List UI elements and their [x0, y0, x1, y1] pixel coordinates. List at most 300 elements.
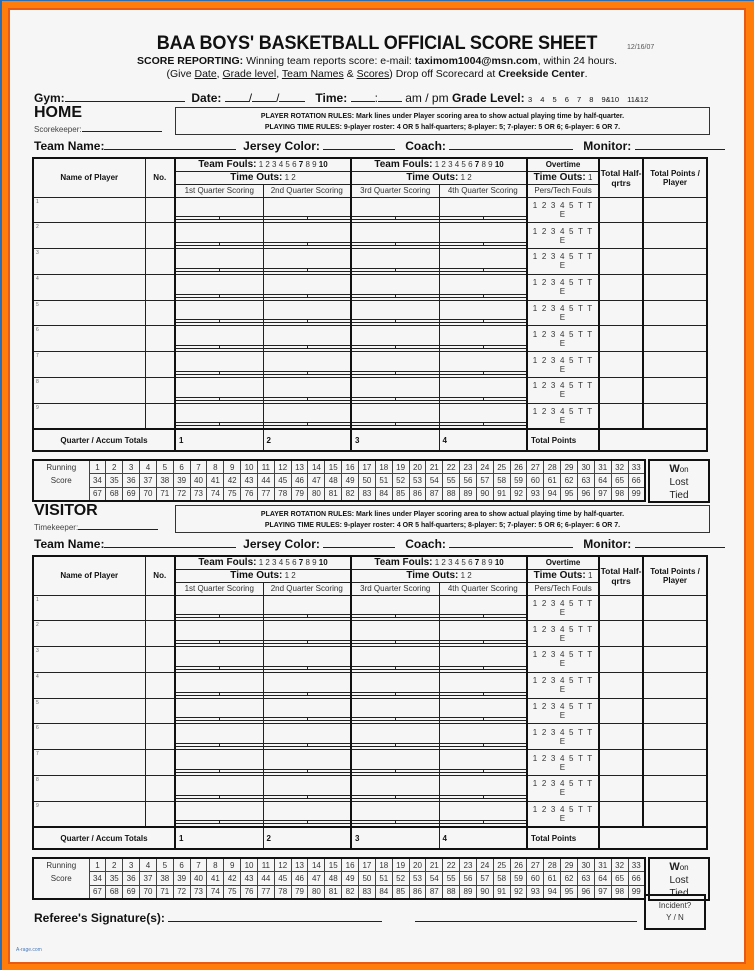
running-score-cell[interactable]: 52 [392, 872, 409, 886]
quarter-scoring-cell[interactable] [351, 326, 439, 352]
player-name-cell[interactable] [33, 672, 145, 698]
player-name-cell[interactable] [33, 352, 145, 378]
running-score-cell[interactable]: 32 [611, 858, 628, 872]
player-name-cell[interactable] [33, 698, 145, 724]
player-name-cell[interactable] [33, 724, 145, 750]
player-fouls-cell[interactable]: 1 2 3 4 5 T T E [527, 300, 599, 326]
player-half-qrtrs-cell[interactable] [599, 776, 643, 802]
player-name-cell[interactable] [33, 249, 145, 275]
running-score-cell[interactable]: 77 [257, 885, 274, 899]
quarter-scoring-cell[interactable] [351, 724, 439, 750]
quarter-scoring-cell[interactable] [175, 776, 263, 802]
running-score-cell[interactable]: 38 [156, 872, 173, 886]
quarter-scoring-cell[interactable] [351, 223, 439, 249]
running-score-cell[interactable]: 43 [241, 474, 258, 488]
player-fouls-cell[interactable]: 1 2 3 4 5 T T E [527, 724, 599, 750]
time-outs-first-half[interactable] [175, 171, 351, 184]
team-fouls-first-half[interactable] [175, 158, 351, 171]
running-score-cell[interactable]: 68 [106, 487, 123, 501]
running-score-cell[interactable]: 14 [308, 858, 325, 872]
quarter-scoring-cell[interactable] [439, 750, 527, 776]
running-score-cell[interactable]: 29 [561, 858, 578, 872]
quarter-scoring-cell[interactable] [175, 197, 263, 223]
running-score-cell[interactable]: 58 [493, 474, 510, 488]
running-score-cell[interactable]: 70 [140, 885, 157, 899]
quarter-scoring-cell[interactable] [263, 672, 351, 698]
player-total-points-cell[interactable] [643, 750, 707, 776]
home-official-field[interactable] [82, 123, 162, 132]
running-score-cell[interactable]: 59 [510, 474, 527, 488]
running-score-cell[interactable]: 63 [577, 474, 594, 488]
quarter-scoring-cell[interactable] [439, 352, 527, 378]
running-score-cell[interactable]: 54 [426, 474, 443, 488]
running-score-cell[interactable]: 22 [443, 858, 460, 872]
running-score-cell[interactable]: 28 [544, 460, 561, 474]
player-number-cell[interactable] [145, 621, 175, 647]
running-score-cell[interactable]: 35 [106, 872, 123, 886]
running-score-cell[interactable]: 24 [476, 460, 493, 474]
running-score-cell[interactable]: 92 [510, 885, 527, 899]
running-score-cell[interactable]: 55 [443, 872, 460, 886]
quarter-scoring-cell[interactable] [351, 403, 439, 429]
player-fouls-cell[interactable]: 1 2 3 4 5 T T E [527, 647, 599, 673]
player-half-qrtrs-cell[interactable] [599, 274, 643, 300]
quarter-scoring-cell[interactable] [351, 801, 439, 827]
running-score-cell[interactable]: 4 [140, 858, 157, 872]
player-number-cell[interactable] [145, 352, 175, 378]
quarter-scoring-cell[interactable] [263, 647, 351, 673]
running-score-cell[interactable]: 13 [291, 858, 308, 872]
running-score-cell[interactable]: 72 [173, 487, 190, 501]
running-score-cell[interactable]: 64 [594, 872, 611, 886]
running-score-cell[interactable]: 61 [544, 474, 561, 488]
running-score-cell[interactable]: 2 [106, 858, 123, 872]
player-half-qrtrs-cell[interactable] [599, 672, 643, 698]
date-day-field[interactable] [252, 91, 276, 102]
player-total-points-cell[interactable] [643, 801, 707, 827]
running-score-cell[interactable]: 27 [527, 858, 544, 872]
running-score-cell[interactable]: 87 [426, 885, 443, 899]
player-half-qrtrs-cell[interactable] [599, 223, 643, 249]
quarter-scoring-cell[interactable] [175, 647, 263, 673]
running-score-cell[interactable]: 14 [308, 460, 325, 474]
running-score-cell[interactable]: 65 [611, 872, 628, 886]
running-score-cell[interactable]: 67 [89, 487, 106, 501]
quarter-scoring-cell[interactable] [351, 197, 439, 223]
quarter-scoring-cell[interactable] [175, 801, 263, 827]
lost-option[interactable] [650, 874, 708, 887]
running-score-cell[interactable]: 11 [257, 858, 274, 872]
quarter-scoring-cell[interactable] [263, 621, 351, 647]
running-score-cell[interactable]: 9 [224, 460, 241, 474]
visitor-jersey-color-field[interactable] [323, 537, 395, 548]
running-score-cell[interactable]: 25 [493, 858, 510, 872]
quarter-scoring-cell[interactable] [439, 197, 527, 223]
running-score-cell[interactable]: 41 [207, 872, 224, 886]
running-score-cell[interactable]: 88 [443, 487, 460, 501]
running-score-cell[interactable]: 5 [156, 858, 173, 872]
running-score-cell[interactable]: 76 [241, 885, 258, 899]
running-score-cell[interactable]: 94 [544, 487, 561, 501]
player-total-points-cell[interactable] [643, 621, 707, 647]
quarter-scoring-cell[interactable] [351, 274, 439, 300]
running-score-cell[interactable]: 80 [308, 487, 325, 501]
player-total-points-cell[interactable] [643, 274, 707, 300]
quarter-scoring-cell[interactable] [351, 750, 439, 776]
running-score-cell[interactable]: 26 [510, 460, 527, 474]
quarter-scoring-cell[interactable] [439, 326, 527, 352]
running-score-cell[interactable]: 91 [493, 487, 510, 501]
running-score-cell[interactable]: 87 [426, 487, 443, 501]
referee-signature-field-1[interactable] [168, 911, 382, 922]
running-score-cell[interactable]: 74 [207, 885, 224, 899]
running-score-cell[interactable]: 78 [274, 487, 291, 501]
running-score-cell[interactable]: 19 [392, 858, 409, 872]
quarter-scoring-cell[interactable] [351, 300, 439, 326]
running-score-cell[interactable]: 60 [527, 474, 544, 488]
quarter-scoring-cell[interactable] [439, 403, 527, 429]
player-number-cell[interactable] [145, 595, 175, 621]
gym-field[interactable] [65, 91, 185, 102]
player-total-points-cell[interactable] [643, 647, 707, 673]
quarter-scoring-cell[interactable] [351, 698, 439, 724]
running-score-cell[interactable]: 27 [527, 460, 544, 474]
won-option[interactable] [650, 861, 708, 874]
player-number-cell[interactable] [145, 274, 175, 300]
running-score-cell[interactable]: 34 [89, 474, 106, 488]
lost-option[interactable] [650, 476, 708, 489]
player-half-qrtrs-cell[interactable] [599, 326, 643, 352]
running-score-cell[interactable]: 96 [577, 487, 594, 501]
running-score-cell[interactable]: 91 [493, 885, 510, 899]
running-score-cell[interactable]: 63 [577, 872, 594, 886]
running-score-cell[interactable]: 47 [308, 474, 325, 488]
home-jersey-color-field[interactable] [323, 139, 395, 150]
date-year-field[interactable] [279, 91, 305, 102]
running-score-cell[interactable]: 80 [308, 885, 325, 899]
running-score-cell[interactable]: 42 [224, 474, 241, 488]
player-name-cell[interactable] [33, 801, 145, 827]
running-score-cell[interactable]: 56 [460, 474, 477, 488]
quarter-scoring-cell[interactable] [439, 724, 527, 750]
player-half-qrtrs-cell[interactable] [599, 249, 643, 275]
quarter-scoring-cell[interactable] [439, 672, 527, 698]
quarter-scoring-cell[interactable] [175, 595, 263, 621]
running-score-cell[interactable]: 97 [594, 487, 611, 501]
running-score-cell[interactable]: 18 [375, 460, 392, 474]
player-fouls-cell[interactable]: 1 2 3 4 5 T T E [527, 776, 599, 802]
running-score-cell[interactable]: 62 [561, 474, 578, 488]
running-score-cell[interactable]: 36 [123, 872, 140, 886]
player-total-points-cell[interactable] [643, 595, 707, 621]
running-score-cell[interactable]: 85 [392, 487, 409, 501]
running-score-cell[interactable]: 15 [325, 460, 342, 474]
player-number-cell[interactable] [145, 647, 175, 673]
running-score-cell[interactable]: 30 [577, 858, 594, 872]
quarter-scoring-cell[interactable] [175, 223, 263, 249]
running-score-cell[interactable]: 75 [224, 487, 241, 501]
player-half-qrtrs-cell[interactable] [599, 621, 643, 647]
running-score-cell[interactable]: 89 [460, 885, 477, 899]
running-score-cell[interactable]: 21 [426, 460, 443, 474]
quarter-scoring-cell[interactable] [263, 595, 351, 621]
player-name-cell[interactable] [33, 621, 145, 647]
running-score-cell[interactable]: 50 [359, 872, 376, 886]
running-score-cell[interactable]: 39 [173, 872, 190, 886]
player-half-qrtrs-cell[interactable] [599, 595, 643, 621]
quarter-scoring-cell[interactable] [263, 698, 351, 724]
player-number-cell[interactable] [145, 776, 175, 802]
quarter-scoring-cell[interactable] [175, 378, 263, 404]
time-outs-first-half[interactable] [175, 569, 351, 582]
running-score-cell[interactable]: 51 [375, 872, 392, 886]
running-score-cell[interactable]: 40 [190, 872, 207, 886]
running-score-cell[interactable]: 7 [190, 858, 207, 872]
running-score-cell[interactable]: 79 [291, 487, 308, 501]
running-score-cell[interactable]: 34 [89, 872, 106, 886]
running-score-cell[interactable]: 4 [140, 460, 157, 474]
running-score-cell[interactable]: 10 [241, 460, 258, 474]
running-score-cell[interactable]: 82 [342, 885, 359, 899]
player-total-points-cell[interactable] [643, 326, 707, 352]
player-fouls-cell[interactable]: 1 2 3 4 5 T T E [527, 750, 599, 776]
running-score-cell[interactable]: 90 [476, 487, 493, 501]
running-score-cell[interactable]: 33 [628, 460, 645, 474]
quarter-scoring-cell[interactable] [351, 352, 439, 378]
quarter-scoring-cell[interactable] [263, 776, 351, 802]
player-fouls-cell[interactable]: 1 2 3 4 5 T T E [527, 223, 599, 249]
player-fouls-cell[interactable]: 1 2 3 4 5 T T E [527, 274, 599, 300]
quarter-scoring-cell[interactable] [351, 378, 439, 404]
running-score-cell[interactable]: 71 [156, 487, 173, 501]
player-total-points-cell[interactable] [643, 672, 707, 698]
player-total-points-cell[interactable] [643, 352, 707, 378]
running-score-cell[interactable]: 41 [207, 474, 224, 488]
player-number-cell[interactable] [145, 724, 175, 750]
running-score-cell[interactable]: 71 [156, 885, 173, 899]
player-fouls-cell[interactable]: 1 2 3 4 5 T T E [527, 249, 599, 275]
team-total-points-cell[interactable] [599, 827, 707, 849]
running-score-cell[interactable]: 55 [443, 474, 460, 488]
grade-level-options[interactable]: 3 4 5 6 7 8 9&10 11&12 [527, 95, 649, 104]
running-score-cell[interactable]: 86 [409, 487, 426, 501]
running-score-cell[interactable]: 6 [173, 460, 190, 474]
running-score-cell[interactable]: 59 [510, 872, 527, 886]
quarter-scoring-cell[interactable] [175, 621, 263, 647]
player-name-cell[interactable] [33, 403, 145, 429]
player-half-qrtrs-cell[interactable] [599, 378, 643, 404]
player-number-cell[interactable] [145, 801, 175, 827]
quarter-scoring-cell[interactable] [439, 274, 527, 300]
running-score-cell[interactable]: 19 [392, 460, 409, 474]
running-score-cell[interactable]: 3 [123, 460, 140, 474]
running-score-cell[interactable]: 44 [257, 474, 274, 488]
quarter-scoring-cell[interactable] [263, 750, 351, 776]
running-score-cell[interactable]: 53 [409, 872, 426, 886]
running-score-cell[interactable]: 98 [611, 487, 628, 501]
player-total-points-cell[interactable] [643, 378, 707, 404]
running-score-cell[interactable]: 89 [460, 487, 477, 501]
date-month-field[interactable] [225, 91, 249, 102]
quarter-scoring-cell[interactable] [439, 621, 527, 647]
player-fouls-cell[interactable]: 1 2 3 4 5 T T E [527, 698, 599, 724]
player-fouls-cell[interactable]: 1 2 3 4 5 T T E [527, 378, 599, 404]
running-score-cell[interactable]: 1 [89, 858, 106, 872]
player-total-points-cell[interactable] [643, 698, 707, 724]
running-score-cell[interactable]: 94 [544, 885, 561, 899]
player-fouls-cell[interactable]: 1 2 3 4 5 T T E [527, 326, 599, 352]
running-score-cell[interactable]: 93 [527, 487, 544, 501]
player-name-cell[interactable] [33, 197, 145, 223]
player-total-points-cell[interactable] [643, 403, 707, 429]
running-score-cell[interactable]: 99 [628, 885, 645, 899]
player-name-cell[interactable] [33, 378, 145, 404]
player-number-cell[interactable] [145, 378, 175, 404]
player-fouls-cell[interactable]: 1 2 3 4 5 T T E [527, 801, 599, 827]
quarter-scoring-cell[interactable] [175, 274, 263, 300]
player-total-points-cell[interactable] [643, 776, 707, 802]
player-half-qrtrs-cell[interactable] [599, 352, 643, 378]
running-score-cell[interactable]: 6 [173, 858, 190, 872]
running-score-cell[interactable]: 12 [274, 460, 291, 474]
overtime-time-outs[interactable] [527, 569, 599, 582]
report-email[interactable]: taximom1004@msn.com [414, 55, 538, 67]
running-score-cell[interactable]: 66 [628, 474, 645, 488]
running-score-cell[interactable]: 93 [527, 885, 544, 899]
team-total-points-cell[interactable] [599, 429, 707, 451]
running-score-cell[interactable]: 3 [123, 858, 140, 872]
referee-signature-field-2[interactable] [415, 911, 637, 922]
quarter-scoring-cell[interactable] [263, 403, 351, 429]
quarter-scoring-cell[interactable] [263, 378, 351, 404]
player-fouls-cell[interactable]: 1 2 3 4 5 T T E [527, 197, 599, 223]
q2-total-cell[interactable]: 2 [263, 429, 351, 451]
running-score-cell[interactable]: 8 [207, 858, 224, 872]
player-name-cell[interactable] [33, 326, 145, 352]
running-score-cell[interactable]: 28 [544, 858, 561, 872]
running-score-cell[interactable]: 49 [342, 872, 359, 886]
quarter-scoring-cell[interactable] [439, 801, 527, 827]
running-score-cell[interactable]: 46 [291, 872, 308, 886]
q4-total-cell[interactable]: 4 [439, 827, 527, 849]
player-half-qrtrs-cell[interactable] [599, 647, 643, 673]
player-half-qrtrs-cell[interactable] [599, 801, 643, 827]
player-half-qrtrs-cell[interactable] [599, 300, 643, 326]
team-fouls-second-half[interactable] [351, 556, 527, 569]
time-outs-second-half[interactable] [351, 569, 527, 582]
quarter-scoring-cell[interactable] [439, 378, 527, 404]
quarter-scoring-cell[interactable] [175, 249, 263, 275]
player-number-cell[interactable] [145, 672, 175, 698]
running-score-cell[interactable]: 74 [207, 487, 224, 501]
player-half-qrtrs-cell[interactable] [599, 698, 643, 724]
player-name-cell[interactable] [33, 223, 145, 249]
running-score-cell[interactable]: 97 [594, 885, 611, 899]
running-score-cell[interactable]: 21 [426, 858, 443, 872]
running-score-cell[interactable]: 50 [359, 474, 376, 488]
player-fouls-cell[interactable]: 1 2 3 4 5 T T E [527, 672, 599, 698]
player-half-qrtrs-cell[interactable] [599, 750, 643, 776]
running-score-cell[interactable]: 92 [510, 487, 527, 501]
quarter-scoring-cell[interactable] [263, 197, 351, 223]
home-monitor-field[interactable] [635, 139, 725, 150]
player-half-qrtrs-cell[interactable] [599, 724, 643, 750]
running-score-cell[interactable]: 53 [409, 474, 426, 488]
running-score-cell[interactable]: 38 [156, 474, 173, 488]
quarter-scoring-cell[interactable] [439, 223, 527, 249]
running-score-cell[interactable]: 66 [628, 872, 645, 886]
incident-yes-no[interactable]: Y / N [666, 913, 684, 922]
running-score-cell[interactable]: 23 [460, 460, 477, 474]
quarter-scoring-cell[interactable] [439, 595, 527, 621]
won-option[interactable] [650, 463, 708, 476]
quarter-scoring-cell[interactable] [351, 249, 439, 275]
running-score-cell[interactable]: 9 [224, 858, 241, 872]
running-score-cell[interactable]: 68 [106, 885, 123, 899]
player-name-cell[interactable] [33, 300, 145, 326]
q3-total-cell[interactable]: 3 [351, 429, 439, 451]
team-fouls-first-half[interactable] [175, 556, 351, 569]
running-score-cell[interactable]: 84 [375, 885, 392, 899]
running-score-cell[interactable]: 18 [375, 858, 392, 872]
quarter-scoring-cell[interactable] [263, 300, 351, 326]
running-score-cell[interactable]: 57 [476, 474, 493, 488]
running-score-cell[interactable]: 17 [359, 460, 376, 474]
running-score-cell[interactable]: 54 [426, 872, 443, 886]
quarter-scoring-cell[interactable] [263, 801, 351, 827]
running-score-cell[interactable]: 90 [476, 885, 493, 899]
running-score-cell[interactable]: 99 [628, 487, 645, 501]
quarter-scoring-cell[interactable] [263, 724, 351, 750]
running-score-cell[interactable]: 48 [325, 872, 342, 886]
player-half-qrtrs-cell[interactable] [599, 197, 643, 223]
player-fouls-cell[interactable]: 1 2 3 4 5 T T E [527, 352, 599, 378]
player-fouls-cell[interactable]: 1 2 3 4 5 T T E [527, 621, 599, 647]
visitor-monitor-field[interactable] [635, 537, 725, 548]
running-score-cell[interactable]: 73 [190, 885, 207, 899]
running-score-cell[interactable]: 77 [257, 487, 274, 501]
running-score-cell[interactable]: 36 [123, 474, 140, 488]
q3-total-cell[interactable]: 3 [351, 827, 439, 849]
running-score-cell[interactable]: 47 [308, 872, 325, 886]
quarter-scoring-cell[interactable] [175, 326, 263, 352]
player-total-points-cell[interactable] [643, 724, 707, 750]
running-score-cell[interactable]: 81 [325, 487, 342, 501]
running-score-cell[interactable]: 72 [173, 885, 190, 899]
running-score-cell[interactable]: 45 [274, 872, 291, 886]
running-score-cell[interactable]: 57 [476, 872, 493, 886]
quarter-scoring-cell[interactable] [263, 249, 351, 275]
running-score-cell[interactable]: 73 [190, 487, 207, 501]
running-score-cell[interactable]: 15 [325, 858, 342, 872]
running-score-cell[interactable]: 84 [375, 487, 392, 501]
quarter-scoring-cell[interactable] [175, 724, 263, 750]
player-number-cell[interactable] [145, 326, 175, 352]
running-score-cell[interactable]: 16 [342, 858, 359, 872]
running-score-cell[interactable]: 56 [460, 872, 477, 886]
q2-total-cell[interactable]: 2 [263, 827, 351, 849]
quarter-scoring-cell[interactable] [175, 750, 263, 776]
visitor-official-field[interactable] [78, 521, 158, 530]
time-hour-field[interactable] [351, 91, 375, 102]
player-total-points-cell[interactable] [643, 223, 707, 249]
player-name-cell[interactable] [33, 647, 145, 673]
running-score-cell[interactable]: 12 [274, 858, 291, 872]
q1-total-cell[interactable]: 1 [175, 827, 263, 849]
time-outs-second-half[interactable] [351, 171, 527, 184]
running-score-cell[interactable]: 2 [106, 460, 123, 474]
running-score-cell[interactable]: 95 [561, 487, 578, 501]
